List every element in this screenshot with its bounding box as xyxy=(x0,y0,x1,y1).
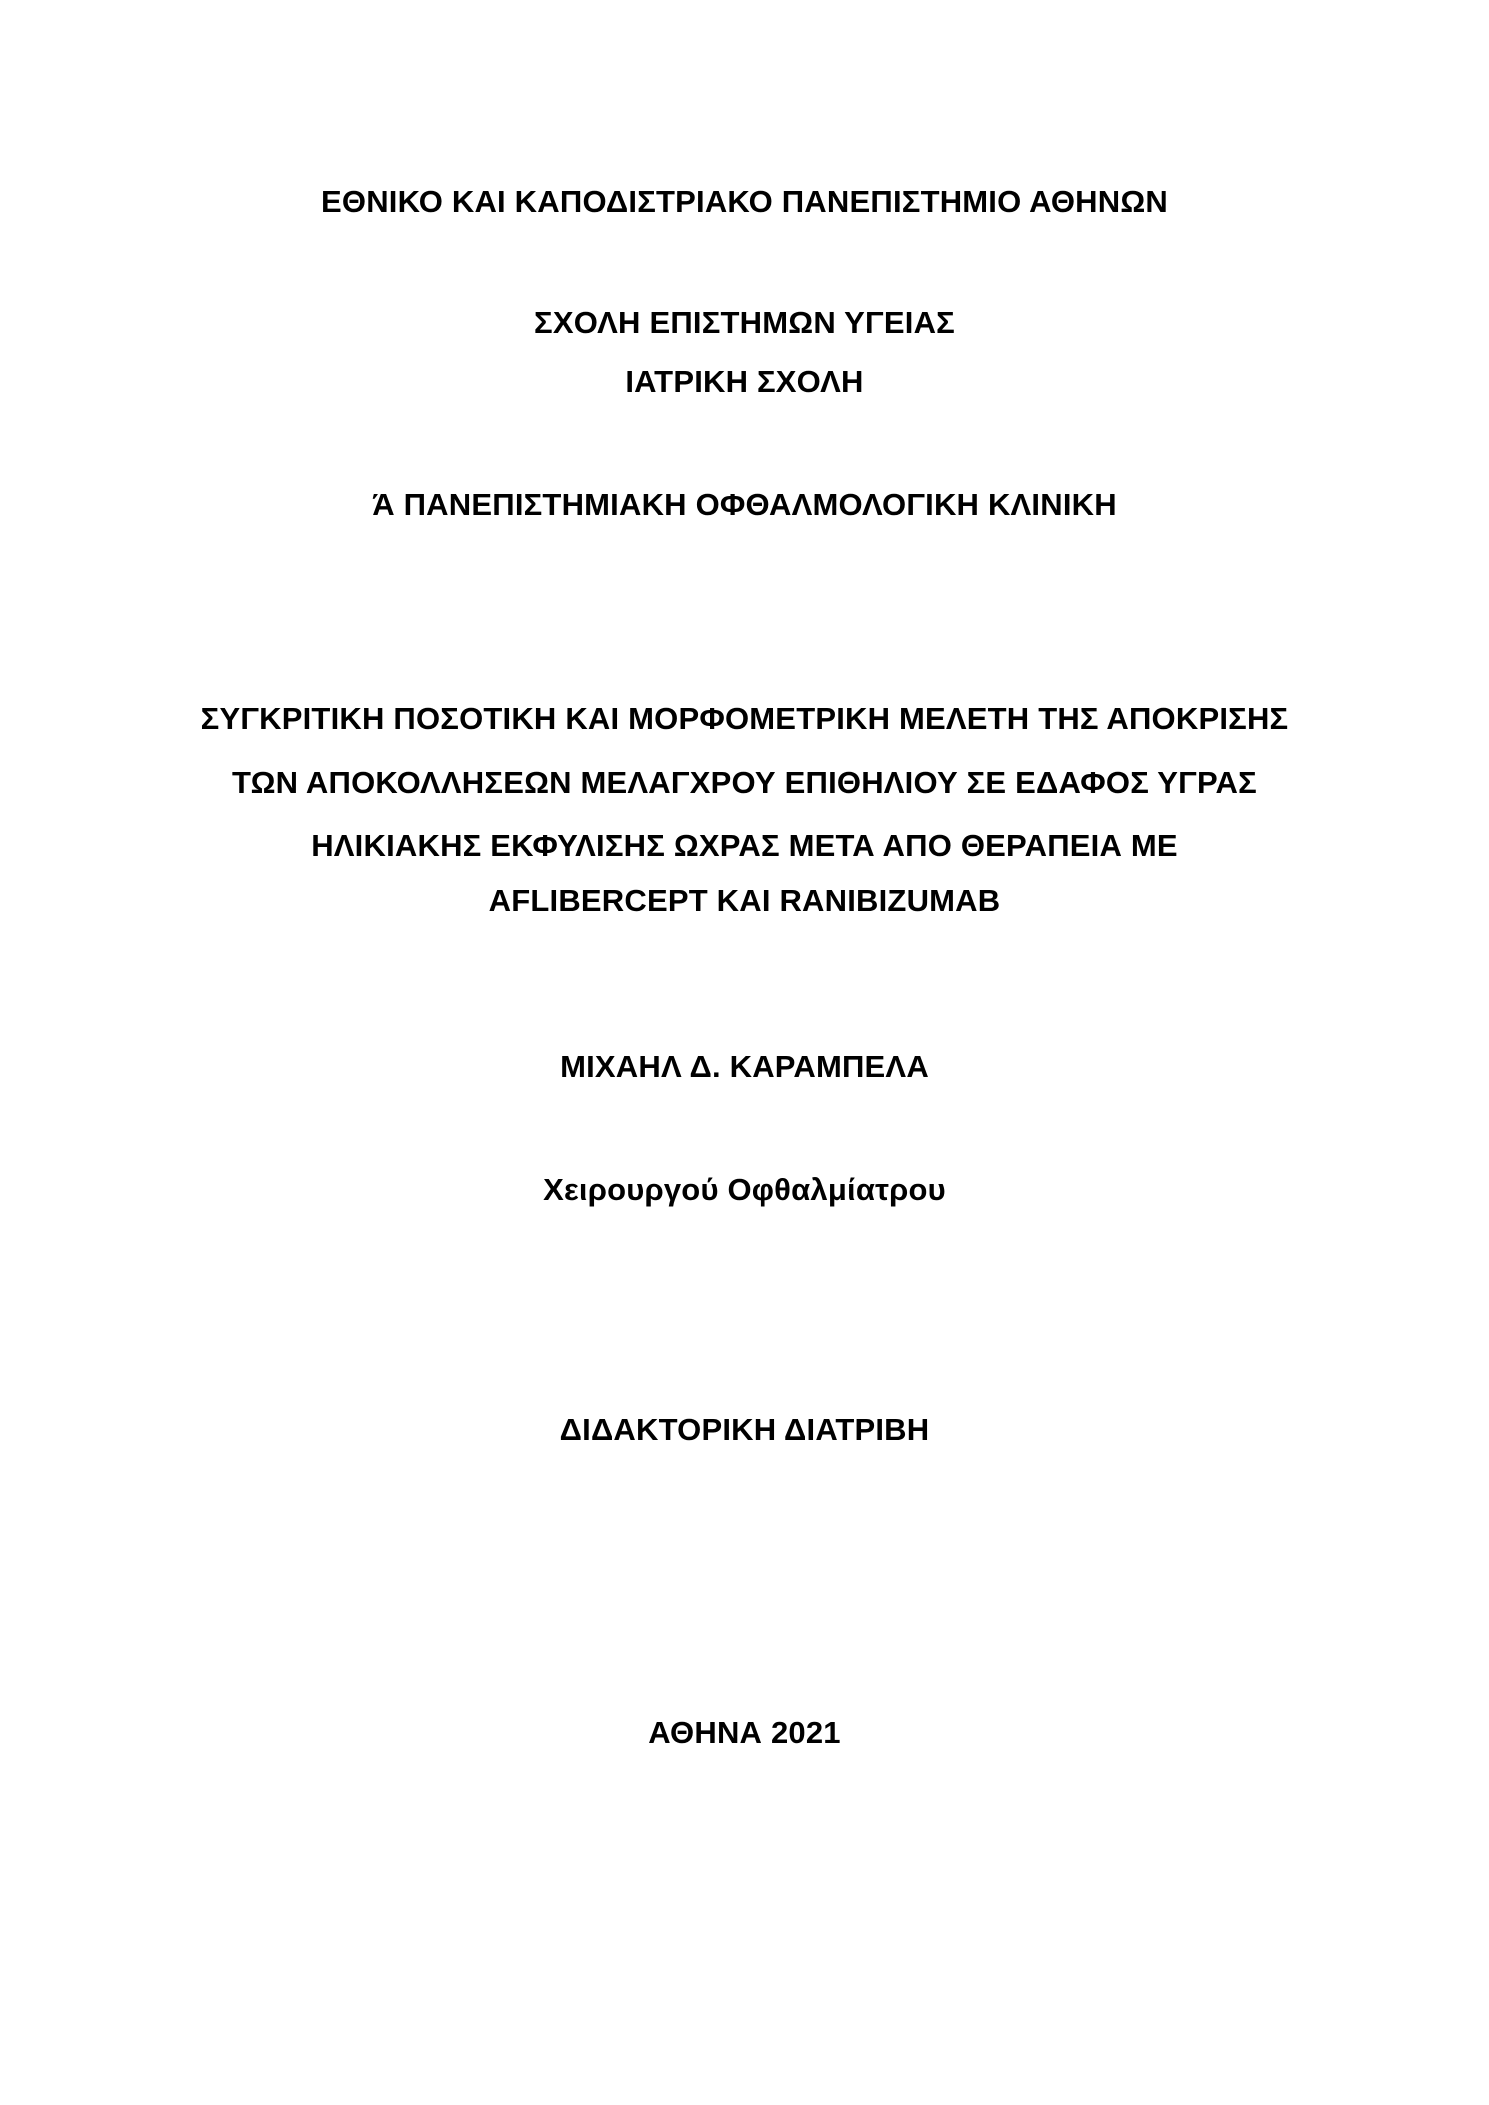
author-name: ΜΙΧΑΗΛ Δ. ΚΑΡΑΜΠΕΛΑ xyxy=(560,1049,929,1084)
school-name: ΣΧΟΛΗ ΕΠΙΣΤΗΜΩΝ ΥΓΕΙΑΣ xyxy=(534,305,955,340)
place-year: ΑΘΗΝΑ 2021 xyxy=(648,1715,841,1750)
thesis-title-line-2: ΤΩΝ ΑΠΟΚΟΛΛΗΣΕΩΝ ΜΕΛΑΓΧΡΟΥ ΕΠΙΘΗΛΙΟΥ ΣΕ ΕΔΑΦΟΣ ΥΓΡΑΣ xyxy=(232,765,1257,800)
university-name: ΕΘΝΙΚΟ ΚΑΙ ΚΑΠΟΔΙΣΤΡΙΑΚΟ ΠΑΝΕΠΙΣΤΗΜΙΟ ΑΘΗΝΩΝ xyxy=(321,184,1168,219)
document-type: ΔΙΔΑΚΤΟΡΙΚΗ ΔΙΑΤΡΙΒΗ xyxy=(559,1412,930,1447)
faculty-name: ΙΑΤΡΙΚΗ ΣΧΟΛΗ xyxy=(625,364,864,399)
clinic-name: Ά ΠΑΝΕΠΙΣΤΗΜΙΑΚΗ ΟΦΘΑΛΜΟΛΟΓΙΚΗ ΚΛΙΝΙΚΗ xyxy=(372,487,1117,522)
thesis-title-line-3: ΗΛΙΚΙΑΚΗΣ ΕΚΦΥΛΙΣΗΣ ΩΧΡΑΣ ΜΕΤΑ ΑΠΟ ΘΕΡΑΠΕΙΑ ΜΕ xyxy=(311,828,1178,863)
thesis-title-line-4: AFLIBERCEPT ΚΑΙ RANIBIZUMAB xyxy=(488,883,1001,918)
thesis-title-line-1: ΣΥΓΚΡΙΤΙΚΗ ΠΟΣΟΤΙΚΗ ΚΑΙ ΜΟΡΦΟΜΕΤΡΙΚΗ ΜΕΛΕΤΗ ΤΗΣ ΑΠΟΚΡΙΣΗΣ xyxy=(200,701,1289,736)
author-role: Χειρουργού Οφθαλμίατρου xyxy=(543,1172,946,1207)
